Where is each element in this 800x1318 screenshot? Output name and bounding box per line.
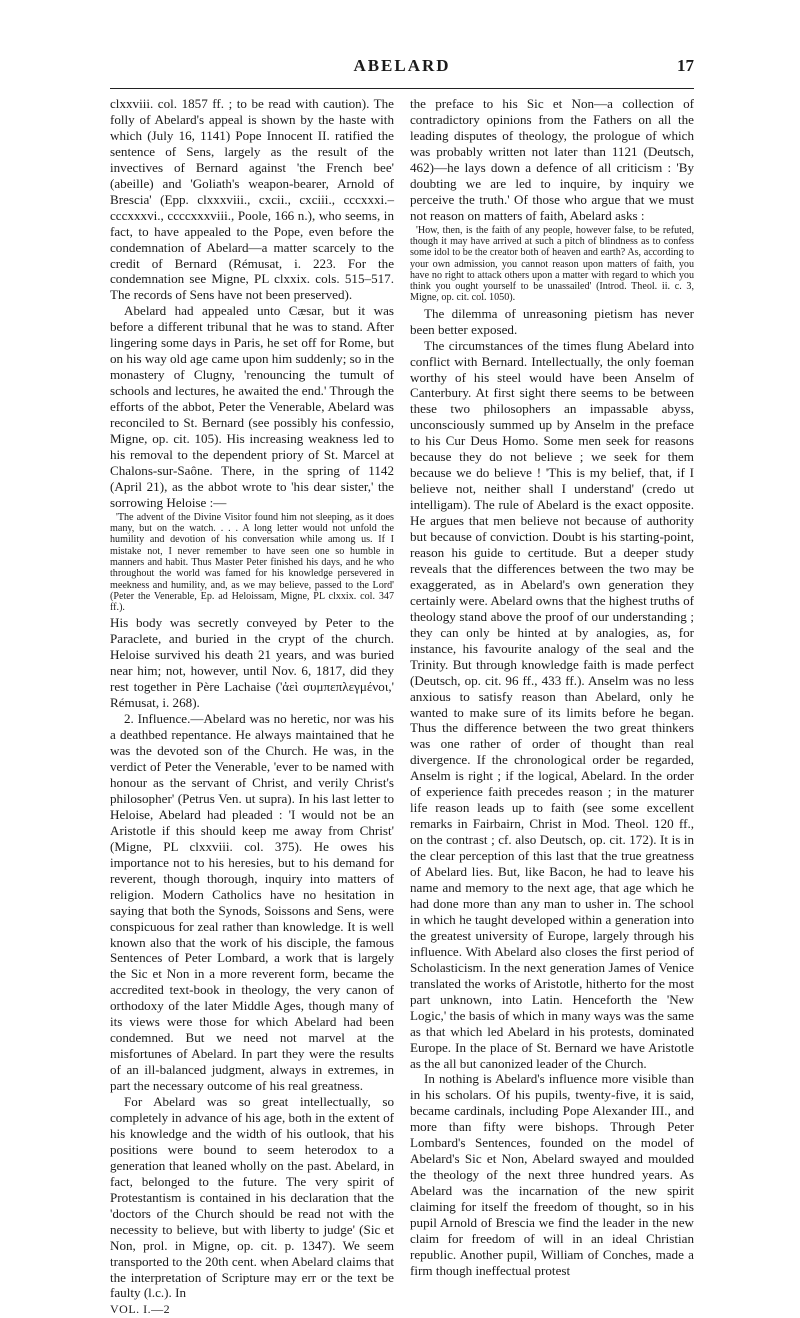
volume-signature: VOL. I.—2 bbox=[110, 1302, 171, 1317]
running-head-title: ABELARD bbox=[353, 56, 451, 75]
paragraph: His body was secretly conveyed by Peter to the Paraclete, and buried in the crypt of the church. Heloise survived his death 21 years, and was buried near him; not, however, until Nov. 6, 1817, did they rest together in Père Lachaise ('ἀεὶ συμπεπλεγμένοι,' Rémusat, i. 268). bbox=[110, 615, 394, 711]
page-number: 17 bbox=[677, 56, 694, 75]
paragraph: clxxviii. col. 1857 ff. ; to be read with caution). The folly of Abelard's appeal is shown by the haste with which (July 16, 1141) Pope Innocent II. ratified the sentence of Sens, largely as the result of the invectives of Bernard against 'the French bee' (abeille) and 'Goliath's weapon-bearer, Arnold of Brescia' (Epp. clxxxviii., cxcii., cxciii., cccxxxi.–cccxxxvi., ccccxxxviii., Poole, 166 n.), who seems, in fact, to have appealed to the Pope, even before the condemnation of Abelard—a matter scarcely to the credit of Bernard (Rémusat, i. 223. For the condemnation see Migne, PL clxxix. cols. 515–517. The records of Sens have not been preserved). bbox=[110, 96, 394, 303]
block-quote: 'The advent of the Divine Visitor found him not sleeping, as it does many, but on the watch. . . . A long letter would not unfold the humility and devotion of his conversation while among us. If I mistake not, I never remember to have seen one so humble in manners and habit. Thus Master Peter finished his days, and he who throughout the world was famed for his knowledge persevered in meekness and humility, and, as we may believe, passed to the Lord' (Peter the Venerable, Ep. ad Heloissam, Migne, PL clxxix. col. 347 ff.). bbox=[110, 511, 394, 614]
left-column bbox=[110, 96, 394, 1318]
paragraph: The circumstances of the times flung Abelard into conflict with Bernard. Intellectually, the only foeman worthy of his steel would have been Anselm of Canterbury. At first sight there seems to be between these two philosophers an impassable abyss, unconsciously summed up by Anselm in the preface to his Cur Deus Homo. Some men seek for reasons because they do not believe ; we seek for them because we do believe ! 'This is my belief, that, if I believe not, neither shall I understand' (credo ut intelligam). The rule of Abelard is the exact opposite. He argues that men believe not because of authority but because of conviction. Doubt is his starting-point, reason his guide to certitude. But a deeper study reveals that the differences between the two may be exaggerated, as in Abelard's own generation they certainly were. Abelard owns that the highest truths of theology stand above the proof of our understanding ; they can only be hinted at by analogies, as, for instance, his favourite analogy of the seal and the Trinity. But through knowledge faith is made perfect (Deutsch, op. cit. 96 ff., 433 ff.). Anselm was no less anxious to satisfy reason than Abelard, only he wanted to make sure of its limits before he began. Thus the difference between the two great thinkers was one rather of order of thought than real divergence. If the chronological order be regarded, Anselm is right ; if the logical, Abelard. In the order of experience faith precedes reason ; in the maturer life reason leads up to faith (see some excellent remarks in Fairbairn, Christ in Mod. Theol. 120 ff., on the contrast ; cf. also Deutsch, op. cit. 172). It is in the clear perception of this last that the true greatness of Abelard lies. But, like Bacon, he had to leave his name and memory to the next age, that age which he had done more than any man to usher in. The school in which he taught developed within a generation into the greatest university of Europe, largely through his influence. With Abelard also closes the first period of Scholasticism. In the next generation James of Venice translated the works of Aristotle, hitherto for the most part unknown, into Latin. Henceforth the 'New Logic,' the basis of which in many ways was the same as that which led Abelard in his protests, dominated Europe. In the place of St. Bernard we have Aristotle as the all but canonized leader of the Church. bbox=[410, 337, 694, 1071]
paragraph: In nothing is Abelard's influence more visible than in his scholars. Of his pupils, twenty-five, it is said, became cardinals, including Pope Alexander III., and more than fifty were bishops. Through Peter Lombard's Sentences, founded on the model of Abelard's Sic et Non, Abelard swayed and moulded the theology of the next three hundred years. As Abelard was the incarnation of the new spirit claiming for itself the freedom of thought, so in his pupil Arnold of Brescia we find the leader in the new claim for freedom of will in an ideal Christian republic. Another pupil, William of Conches, made a firm though ineffectual protest bbox=[410, 1071, 694, 1278]
block-quote: 'How, then, is the faith of any people, however false, to be refuted, though it may have arrived at such a pitch of blindness as to confess some idol to be the creator both of heaven and earth? As, according to your own admission, you cannot reason upon matters of faith, you have no right to attack others upon a matter with regard to which you think you ought yourself to be unassailed' (Introd. Theol. ii. c. 3, Migne, op. cit. col. 1050). bbox=[410, 224, 694, 304]
right-column bbox=[410, 96, 694, 1279]
header-rule bbox=[110, 88, 694, 89]
running-head bbox=[110, 52, 694, 92]
paragraph: The dilemma of unreasoning pietism has never been better exposed. bbox=[410, 305, 694, 337]
paragraph: For Abelard was so great intellectually, so completely in advance of his age, both in the extent of his knowledge and the width of his outlook, that his positions were bound to seem heterodox to a generation that leaned wholly on the past. Abelard, in fact, belonged to the future. The very spirit of Protestantism is contained in his declaration that the 'doctors of the Church should be read not with the necessity to believe, but with liberty to judge' (Sic et Non, prol. in Migne, op. cit. p. 1347). We seem transported to the 20th cent. when Abelard claims that the interpretation of Scripture may err or the text be faulty (l.c.). In bbox=[110, 1094, 394, 1301]
section-paragraph-influence: 2. Influence.—Abelard was no heretic, nor was his a deathbed repentance. He always maintained that he was the devoted son of the Church. He was, in the verdict of Peter the Venerable, 'ever to be named with honour as the servant of Christ, and verily Christ's philosopher' (Petrus Ven. ut supra). In his last letter to Heloise, Abelard had pleaded : 'I would not be an Aristotle if this should keep me away from Christ' (Migne, PL clxxviii. col. 375). He owes his importance not to his heresies, but to his demand for reverent, though thorough, inquiry into matters of religion. Modern Catholics have no hesitation in saying that both the Synods, Soissons and Sens, were conspicuous for zeal rather than knowledge. It is well known also that the work of his disciple, the famous Sentences of Peter Lombard, a work that is largely the Sic et Non in a more reverent form, became the accredited text-book in theology, the very canon of orthodoxy of the later Middle Ages, though many of its views were those for which Abelard had been condemned. But we need not marvel at the misfortunes of Abelard. In part they were the results of an ill-balanced judgment, always in extremes, in part the necessary outcome of his real greatness. bbox=[110, 711, 394, 1094]
paragraph: the preface to his Sic et Non—a collection of contradictory opinions from the Fathers on all the leading disputes of theology, the prologue of which was probably written not later than 1121 (Deutsch, 462)—he lays down a defence of all criticism : 'By doubting we are led to inquire, by inquiry we perceive the truth.' Of those who argue that we must not reason on matters of faith, Abelard asks : bbox=[410, 96, 694, 223]
paragraph: Abelard had appealed unto Cæsar, but it was before a different tribunal that he was to stand. After lingering some days in Paris, he set off for Rome, but on his way old age came upon him suddenly; so in the monastery of Clugny, 'renouncing the tumult of schools and lectures, he awaited the end.' Through the efforts of the abbot, Peter the Venerable, Abelard was reconciled to St. Bernard (see possibly his confessio, Migne, op. cit. 105). His increasing weakness led to his removal to the dependent priory of St. Marcel at Chalons-sur-Saône. There, in the spring of 1142 (April 21), as the abbot wrote to 'his dear sister,' the sorrowing Heloise :— bbox=[110, 303, 395, 510]
